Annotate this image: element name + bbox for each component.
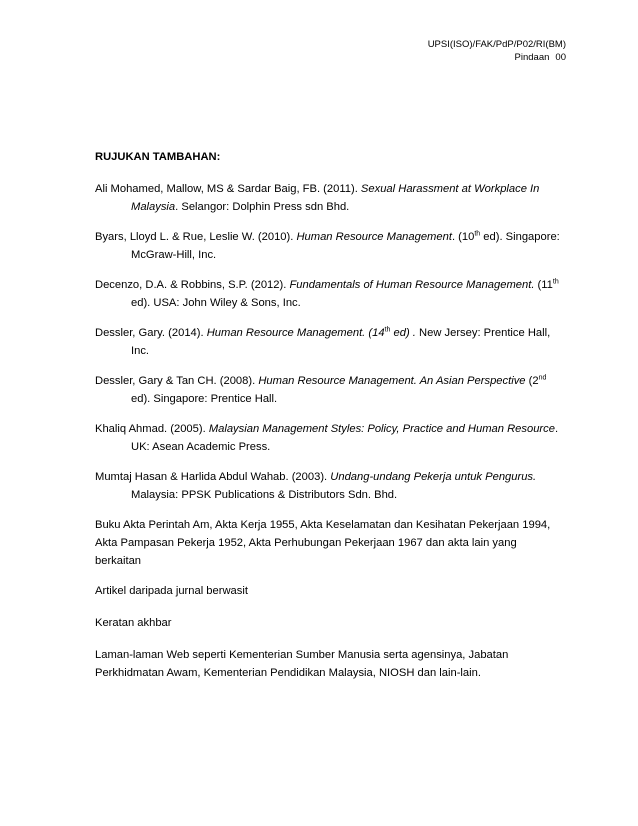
reference-authors: Dessler, Gary & Tan CH. (2008).	[95, 375, 259, 387]
page-header	[428, 38, 566, 64]
reference-publisher: ed). Singapore: Prentice Hall.	[131, 393, 278, 405]
reference-edition: . (10	[451, 231, 475, 243]
additional-source-paragraph: Laman-laman Web seperti Kementerian Sumber Manusia serta agensinya, Jabatan Perkhidmatan Awam, Kementerian Pendidikan Malaysia, NIOSH dan lain-lain.	[95, 649, 509, 679]
reference-edition: (11	[534, 279, 553, 291]
revision-number: 00	[555, 52, 566, 63]
reference-authors: Byars, Lloyd L. & Rue, Leslie W. (2010).	[95, 231, 297, 243]
reference-item	[95, 228, 565, 264]
reference-title: Sexual Harassment at Workplace In Malaysia	[131, 183, 540, 213]
section-title: RUJUKAN TAMBAHAN:	[95, 151, 221, 163]
revision-line	[428, 51, 566, 64]
reference-authors: Mumtaj Hasan & Harlida Abdul Wahab. (2003).	[95, 471, 331, 483]
additional-source-paragraph: Keratan akhbar	[95, 617, 172, 629]
edition-suffix: nd	[538, 374, 547, 382]
reference-authors: Ali Mohamed, Mallow, MS & Sardar Baig, FB. (2011).	[95, 183, 361, 195]
edition-suffix: th	[552, 278, 559, 286]
reference-authors: Dessler, Gary. (2014).	[95, 327, 207, 339]
reference-title: Human Resource Management. An Asian Perspective	[258, 375, 526, 387]
reference-item	[95, 420, 565, 456]
reference-item	[95, 324, 565, 360]
additional-source-paragraph: Buku Akta Perintah Am, Akta Kerja 1955, Akta Keselamatan dan Kesihatan Pekerjaan 1994, Akta Pampasan Pekerja 1952, Akta Perhubungan Pekerjaan 1967 dan akta lain yang berkaitan	[95, 519, 551, 567]
reference-publisher: . UK: Asean Academic Press.	[131, 423, 559, 453]
revision-label: Pindaan	[514, 52, 550, 63]
additional-source-paragraph: Artikel daripada jurnal berwasit	[95, 585, 248, 597]
reference-authors: Khaliq Ahmad. (2005).	[95, 423, 209, 435]
reference-publisher: New Jersey: Prentice Hall, Inc.	[131, 327, 551, 357]
edition-suffix: th	[384, 326, 391, 334]
reference-item	[95, 372, 565, 408]
reference-title: Malaysian Management Styles: Policy, Practice and Human Resource	[208, 423, 555, 435]
reference-title: Human Resource Management. (14	[206, 327, 385, 339]
reference-item	[95, 276, 565, 312]
reference-item	[95, 468, 565, 504]
reference-title-end: ed) .	[390, 327, 416, 339]
reference-item	[95, 180, 565, 216]
reference-authors: Decenzo, D.A. & Robbins, S.P. (2012).	[95, 279, 290, 291]
reference-publisher: Malaysia: PPSK Publications & Distributors Sdn. Bhd.	[131, 489, 398, 501]
document-code: UPSI(ISO)/FAK/PdP/P02/RI(BM)	[427, 39, 566, 50]
reference-publisher: ed). USA: John Wiley & Sons, Inc.	[131, 297, 301, 309]
reference-title: Human Resource Management	[296, 231, 452, 243]
edition-suffix: th	[474, 230, 481, 238]
reference-edition: (2	[525, 375, 539, 387]
reference-publisher: ed). Singapore: McGraw-Hill, Inc.	[131, 231, 560, 261]
reference-title: Fundamentals of Human Resource Management.	[289, 279, 535, 291]
reference-title: Undang-undang Pekerja untuk Pengurus.	[330, 471, 537, 483]
reference-publisher: . Selangor: Dolphin Press sdn Bhd.	[175, 201, 350, 213]
document-body	[95, 148, 565, 694]
